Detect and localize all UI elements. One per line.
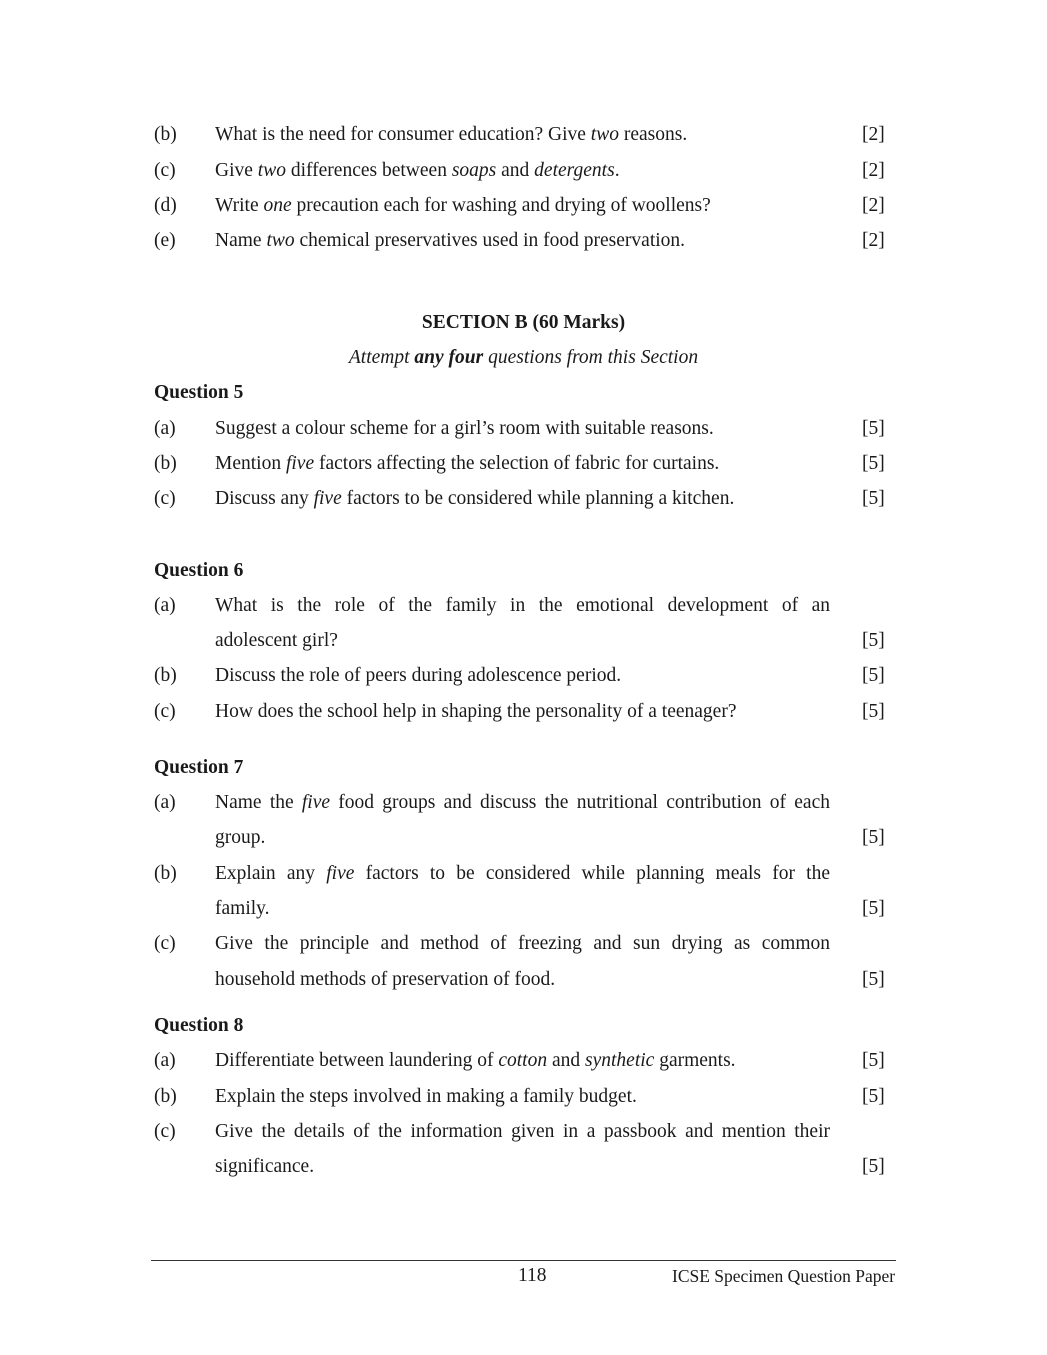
question-part-label: (c): [154, 160, 176, 181]
instruction-bold: any four: [414, 347, 484, 368]
text-segment: and: [496, 160, 535, 181]
emphasis-text: synthetic: [585, 1050, 655, 1071]
emphasis-text: cotton: [498, 1050, 548, 1071]
text-segment: adolescent girl?: [215, 630, 338, 651]
question-text-line: [215, 229, 685, 253]
emphasis-text: five: [285, 453, 315, 474]
text-segment: Name the: [215, 792, 302, 813]
marks-label: [5]: [862, 453, 885, 474]
marks-label: [5]: [862, 827, 885, 848]
marks-label: [5]: [862, 630, 885, 651]
text-segment: factors to be considered while planning meals for the: [354, 863, 830, 884]
text-segment: family.: [215, 898, 270, 919]
question-text-line: [215, 826, 265, 850]
emphasis-text: two: [590, 124, 619, 145]
question-part-label: (a): [154, 1050, 176, 1071]
emphasis-text: five: [301, 792, 331, 813]
text-segment: Suggest a colour scheme for a girl’s room with suitable reasons.: [215, 418, 714, 439]
text-segment: garments.: [654, 1050, 736, 1071]
emphasis-text: five: [326, 863, 355, 884]
question-part-label: (c): [154, 488, 176, 509]
question-text-line: [215, 159, 620, 183]
marks-label: [5]: [862, 1050, 885, 1071]
question-text-line: [215, 1085, 637, 1109]
text-segment: differences between: [285, 160, 452, 181]
text-segment: Name: [215, 230, 267, 251]
question-text-line: [215, 629, 338, 653]
question-text-line: [215, 417, 714, 441]
question-text-line: [215, 1049, 736, 1073]
text-segment: Give the details of the information given in a passbook and mention their: [215, 1121, 830, 1142]
marks-label: [2]: [862, 195, 885, 216]
text-segment: Mention: [215, 453, 286, 474]
text-segment: and: [547, 1050, 586, 1071]
question-text-line: [215, 897, 270, 921]
emphasis-text: two: [266, 230, 295, 251]
question-part-label: (a): [154, 418, 176, 439]
emphasis-text: soaps: [451, 160, 497, 181]
question-part-label: (b): [154, 124, 177, 145]
emphasis-text: two: [257, 160, 286, 181]
instruction-pre: Attempt: [348, 347, 415, 368]
question-part-label: (d): [154, 195, 177, 216]
text-segment: precaution each for washing and drying of woollens?: [291, 195, 711, 216]
question-text-line: [215, 594, 830, 618]
question-text-line: [215, 664, 621, 688]
question-text-line: [215, 700, 736, 724]
marks-label: [5]: [862, 701, 885, 722]
text-segment: household methods of preservation of food.: [215, 969, 556, 990]
question-text-line: [215, 862, 830, 886]
text-segment: Explain the steps involved in making a family budget.: [215, 1086, 637, 1107]
question-part-label: (a): [154, 595, 176, 616]
question-text-line: [215, 452, 719, 476]
question-text-line: [215, 487, 734, 511]
emphasis-text: five: [313, 488, 342, 509]
question-heading: Question 7: [154, 757, 244, 778]
marks-label: [5]: [862, 665, 885, 686]
marks-label: [2]: [862, 124, 885, 145]
text-segment: reasons.: [618, 124, 688, 145]
text-segment: Give the principle and method of freezing and sun drying as common: [215, 933, 830, 954]
question-part-label: (b): [154, 453, 177, 474]
text-segment: Write: [215, 195, 264, 216]
emphasis-text: detergents: [534, 160, 615, 181]
marks-label: [5]: [862, 898, 885, 919]
text-segment: factors to be considered while planning a kitchen.: [341, 488, 735, 509]
question-part-label: (e): [154, 230, 176, 251]
question-text-line: [215, 791, 830, 815]
emphasis-text: one: [263, 195, 292, 216]
text-segment: Discuss any: [215, 488, 314, 509]
text-segment: What is the role of the family in the emotional development of an: [215, 595, 830, 616]
text-segment: chemical preservatives used in food preservation.: [294, 230, 686, 251]
page-number: 118: [518, 1265, 547, 1286]
text-segment: What is the need for consumer education? Give: [215, 124, 591, 145]
question-part-label: (b): [154, 863, 177, 884]
text-segment: factors affecting the selection of fabric for curtains.: [314, 453, 720, 474]
question-text-line: [215, 123, 687, 147]
marks-label: [2]: [862, 230, 885, 251]
footer-divider: [151, 1260, 896, 1261]
question-text-line: [215, 968, 555, 992]
text-segment: .: [614, 160, 620, 181]
question-text-line: [215, 932, 830, 956]
section-title: SECTION B (60 Marks): [421, 312, 626, 333]
question-text-line: [215, 1155, 314, 1179]
text-segment: group.: [215, 827, 266, 848]
section-instruction: [0, 346, 1047, 370]
question-part-label: (c): [154, 1121, 176, 1142]
text-segment: food groups and discuss the nutritional contribution of each: [330, 792, 830, 813]
question-part-label: (a): [154, 792, 176, 813]
question-part-label: (b): [154, 1086, 177, 1107]
text-segment: Explain any: [215, 863, 327, 884]
marks-label: [5]: [862, 969, 885, 990]
marks-label: [5]: [862, 1156, 885, 1177]
text-segment: How does the school help in shaping the personality of a teenager?: [215, 701, 737, 722]
text-segment: Discuss the role of peers during adolescence period.: [215, 665, 622, 686]
question-part-label: (c): [154, 701, 176, 722]
text-segment: Differentiate between laundering of: [215, 1050, 499, 1071]
question-heading: Question 8: [154, 1015, 244, 1036]
text-segment: Give: [215, 160, 258, 181]
question-text-line: [215, 1120, 830, 1144]
marks-label: [5]: [862, 488, 885, 509]
question-heading: Question 6: [154, 560, 244, 581]
question-heading: Question 5: [154, 382, 244, 403]
marks-label: [2]: [862, 160, 885, 181]
instruction-post: questions from this Section: [483, 347, 699, 368]
marks-label: [5]: [862, 418, 885, 439]
question-part-label: (c): [154, 933, 176, 954]
marks-label: [5]: [862, 1086, 885, 1107]
question-part-label: (b): [154, 665, 177, 686]
question-text-line: [215, 194, 711, 218]
text-segment: significance.: [215, 1156, 315, 1177]
footer-title: ICSE Specimen Question Paper: [672, 1266, 896, 1286]
